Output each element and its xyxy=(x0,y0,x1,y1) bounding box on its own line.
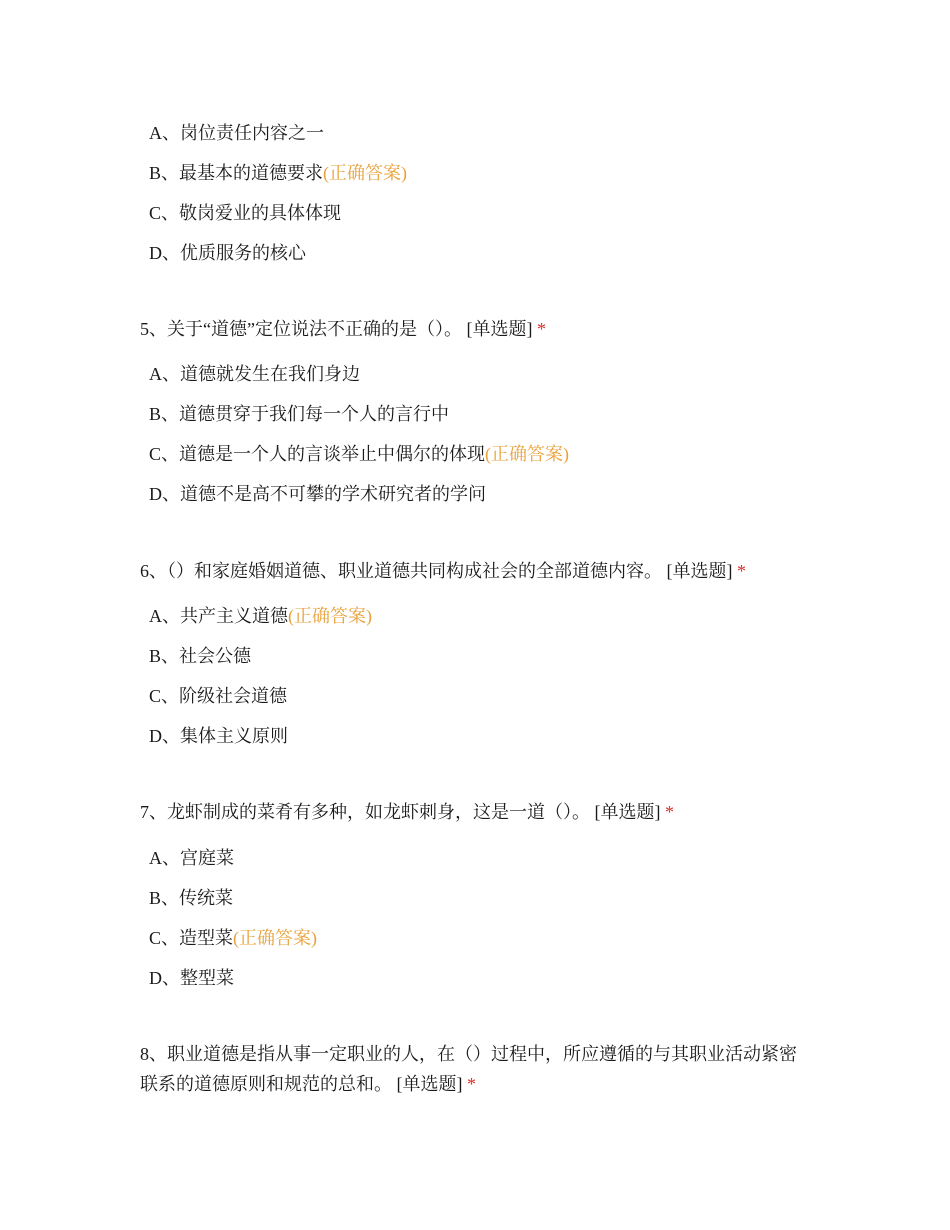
option-a[interactable] xyxy=(149,121,324,145)
option-text: 道德是一个人的言谈举止中偶尔的体现 xyxy=(179,444,486,464)
question-title xyxy=(140,1039,808,1099)
option-c[interactable] xyxy=(149,926,317,950)
correct-answer-label: (正确答案) xyxy=(323,163,408,183)
question-text: 关于“道德”定位说法不正确的是（）。 xyxy=(167,319,462,339)
option-letter: D、 xyxy=(149,243,180,263)
option-letter: D、 xyxy=(149,968,180,988)
required-star: * xyxy=(536,319,546,339)
correct-answer-label: (正确答案) xyxy=(485,444,570,464)
question-type-tag: [单选题] xyxy=(666,561,733,581)
option-d[interactable] xyxy=(149,241,306,265)
option-letter: D、 xyxy=(149,484,180,504)
option-text: 道德就发生在我们身边 xyxy=(180,364,360,384)
option-letter: B、 xyxy=(149,404,180,424)
option-letter: A、 xyxy=(149,848,180,868)
option-c[interactable] xyxy=(149,201,341,225)
option-text: 社会公德 xyxy=(179,646,252,666)
option-text: 阶级社会道德 xyxy=(179,686,288,706)
option-d[interactable] xyxy=(149,482,486,506)
question-number: 8、 xyxy=(140,1044,167,1064)
option-text: 岗位责任内容之一 xyxy=(180,123,324,143)
required-star: * xyxy=(665,802,674,822)
option-a[interactable] xyxy=(149,604,372,628)
option-text: 道德不是高不可攀的学术研究者的学问 xyxy=(180,484,486,504)
question-number: 7、 xyxy=(140,802,167,822)
option-text: 优质服务的核心 xyxy=(180,243,306,263)
option-b[interactable] xyxy=(149,402,449,426)
option-letter: B、 xyxy=(149,888,180,908)
option-d[interactable] xyxy=(149,724,288,748)
option-b[interactable] xyxy=(149,161,407,185)
option-text: 整型菜 xyxy=(180,968,234,988)
option-text: 集体主义原则 xyxy=(180,726,288,746)
option-letter: A、 xyxy=(149,364,180,384)
option-c[interactable] xyxy=(149,442,569,466)
option-letter: A、 xyxy=(149,123,180,143)
option-text: 宫庭菜 xyxy=(180,848,234,868)
required-star: * xyxy=(737,561,746,581)
question-text: 职业道德是指从事一定职业的人，在（）过程中，所应遵循的与其职业活动紧密联系的道德原则和规范的总和。 xyxy=(140,1044,797,1094)
option-letter: B、 xyxy=(149,646,180,666)
option-a[interactable] xyxy=(149,846,234,870)
option-letter: C、 xyxy=(149,444,180,464)
option-c[interactable] xyxy=(149,684,287,708)
question-text: 龙虾制成的菜肴有多种，如龙虾刺身，这是一道（）。 xyxy=(167,802,590,822)
question-type-tag: [单选题] xyxy=(396,1074,463,1094)
option-d[interactable] xyxy=(149,966,234,990)
correct-answer-label: (正确答案) xyxy=(288,606,372,626)
question-number: 6、 xyxy=(140,561,167,581)
required-star: * xyxy=(467,1074,476,1094)
option-b[interactable] xyxy=(149,644,251,668)
question-title xyxy=(140,797,820,827)
option-letter: C、 xyxy=(149,203,180,223)
option-b[interactable] xyxy=(149,886,233,910)
option-letter: D、 xyxy=(149,726,180,746)
option-a[interactable] xyxy=(149,362,360,386)
option-letter: A、 xyxy=(149,606,180,626)
option-text: 最基本的道德要求 xyxy=(179,163,324,183)
option-text: 敬岗爱业的具体体现 xyxy=(179,203,342,223)
option-text: 共产主义道德 xyxy=(180,606,288,626)
question-title xyxy=(140,556,820,586)
question-type-tag: [单选题] xyxy=(594,802,661,822)
option-text: 传统菜 xyxy=(179,888,234,908)
option-letter: B、 xyxy=(149,163,180,183)
correct-answer-label: (正确答案) xyxy=(233,928,318,948)
option-text: 造型菜 xyxy=(179,928,234,948)
question-title xyxy=(140,314,820,344)
option-letter: C、 xyxy=(149,928,180,948)
question-text: （）和家庭婚姻道德、职业道德共同构成社会的全部道德内容。 xyxy=(167,561,662,581)
option-letter: C、 xyxy=(149,686,180,706)
question-type-tag: [单选题] xyxy=(466,319,533,339)
question-number: 5、 xyxy=(140,319,167,339)
option-text: 道德贯穿于我们每一个人的言行中 xyxy=(179,404,450,424)
